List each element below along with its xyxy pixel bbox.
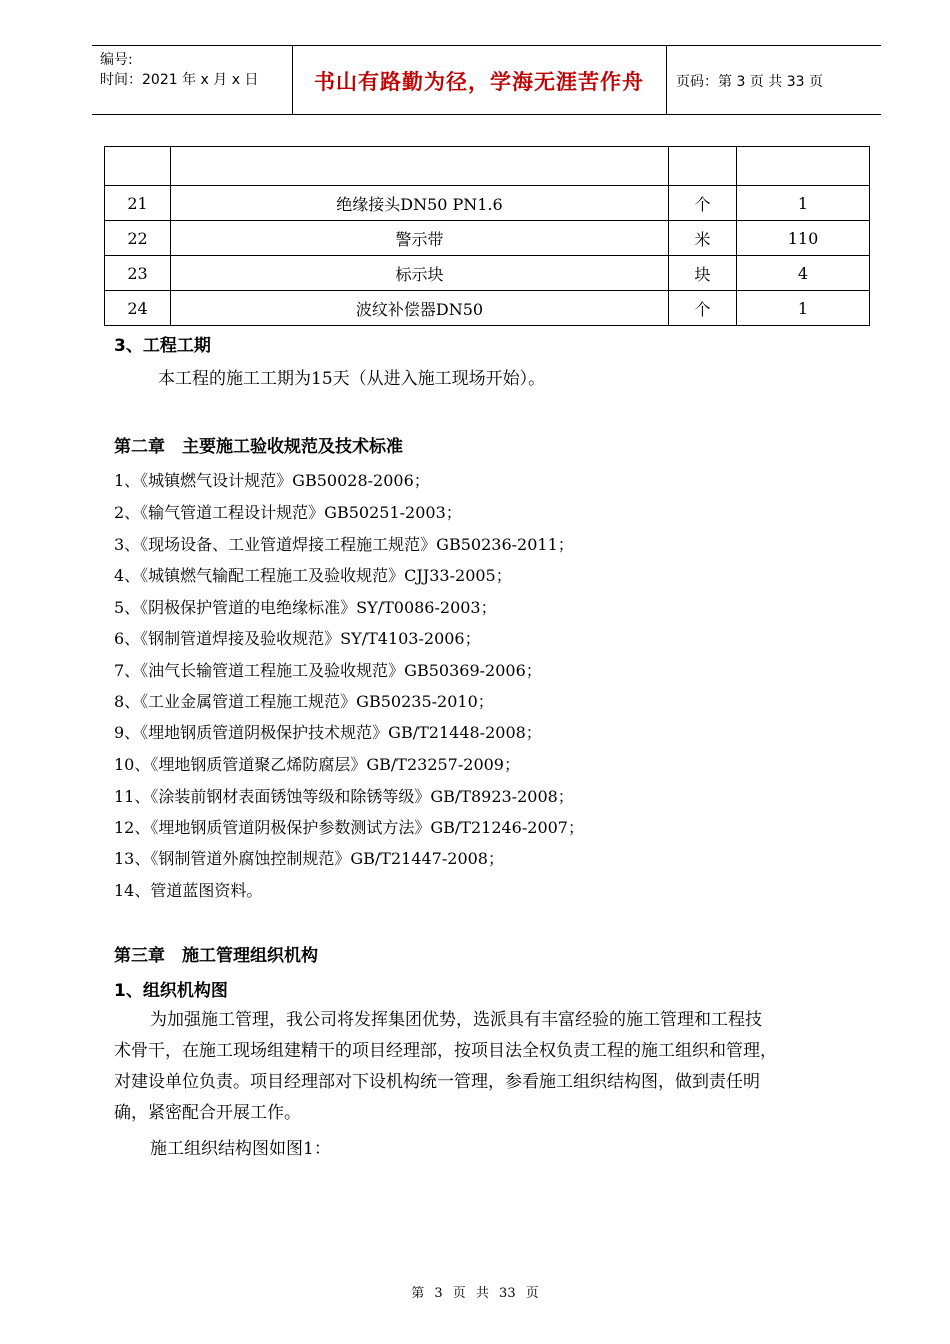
list-item: 12、《埋地钢质管道阴极保护参数测试方法》GB/T21246-2007； [114, 818, 584, 837]
cell-name: 警示带 [171, 221, 669, 256]
cell-no: 22 [105, 221, 171, 256]
cell-no [105, 147, 171, 186]
cell-no: 24 [105, 291, 171, 326]
cell-qty: 4 [737, 256, 870, 291]
materials-table [104, 146, 870, 326]
cell-qty: 1 [737, 291, 870, 326]
list-item: 2、《输气管道工程设计规范》GB50251-2003； [114, 503, 462, 522]
chapter-title: 第二章 主要施工验收规范及技术标准 [114, 437, 403, 457]
table-row [105, 147, 870, 186]
table-row [105, 221, 870, 256]
body-paragraph [114, 1005, 874, 1129]
cell-qty [737, 147, 870, 186]
cell-unit: 个 [669, 186, 737, 221]
cell-no: 21 [105, 186, 171, 221]
page-footer: 第 3 页 共 33 页 [411, 1286, 539, 1301]
section-heading: 1、组织机构图 [114, 981, 228, 1001]
list-item: 8、《工业金属管道工程施工规范》GB50235-2010； [114, 692, 494, 711]
header-meta [100, 50, 290, 90]
section-heading: 3、工程工期 [114, 336, 211, 356]
cell-unit: 个 [669, 291, 737, 326]
page-header [92, 45, 881, 115]
table-row [105, 186, 870, 221]
section-text: 本工程的施工工期为15天（从进入施工现场开始）。 [158, 369, 546, 389]
paragraph-line: 术骨干，在施工现场组建精干的项目经理部，按项目法全权负责工程的施工组织和管理， [114, 1041, 777, 1061]
list-item: 5、《阴极保护管道的电绝缘标准》SY/T0086-2003； [114, 598, 497, 617]
list-item: 11、《涂装前钢材表面锈蚀等级和除锈等级》GB/T8923-2008； [114, 787, 574, 806]
list-item: 10、《埋地钢质管道聚乙烯防腐层》GB/T23257-2009； [114, 755, 520, 774]
cell-qty: 1 [737, 186, 870, 221]
cell-name [171, 147, 669, 186]
list-item: 6、《钢制管道焊接及验收规范》SY/T4103-2006； [114, 629, 481, 648]
cell-unit [669, 147, 737, 186]
header-page-info: 页码：第 3 页 共 33 页 [676, 74, 823, 90]
table-row [105, 256, 870, 291]
cell-qty: 110 [737, 221, 870, 256]
list-item: 13、《钢制管道外腐蚀控制规范》GB/T21447-2008； [114, 849, 504, 868]
paragraph-line: 为加强施工管理，我公司将发挥集团优势，选派具有丰富经验的施工管理和工程技 [150, 1010, 762, 1030]
cell-unit: 块 [669, 256, 737, 291]
cell-name: 标示块 [171, 256, 669, 291]
cell-unit: 米 [669, 221, 737, 256]
cell-name: 波纹补偿器DN50 [171, 291, 669, 326]
list-item: 7、《油气长输管道工程施工及验收规范》GB50369-2006； [114, 661, 542, 680]
cell-name: 绝缘接头DN50 PN1.6 [171, 186, 669, 221]
list-item: 3、《现场设备、工业管道焊接工程施工规范》GB50236-2011； [114, 535, 574, 554]
header-divider [666, 46, 667, 114]
table-row [105, 291, 870, 326]
body-paragraph: 施工组织结构图如图1： [150, 1139, 331, 1159]
cell-no: 23 [105, 256, 171, 291]
list-item: 9、《埋地钢质管道阴极保护技术规范》GB/T21448-2008； [114, 723, 542, 742]
list-item: 4、《城镇燃气输配工程施工及验收规范》CJJ33-2005； [114, 566, 512, 585]
number-label: 编号: [100, 52, 133, 68]
header-motto: 书山有路勤为径，学海无涯苦作舟 [314, 70, 644, 94]
list-item: 1、《城镇燃气设计规范》GB50028-2006； [114, 471, 430, 490]
time-label: 时间：2021 年 x 月 x 日 [100, 72, 259, 88]
chapter-title: 第三章 施工管理组织机构 [114, 946, 318, 966]
paragraph-line: 确，紧密配合开展工作。 [114, 1103, 301, 1123]
list-item: 14、管道蓝图资料。 [114, 881, 263, 900]
paragraph-line: 对建设单位负责。项目经理部对下设机构统一管理，参看施工组织结构图，做到责任明 [114, 1072, 760, 1092]
